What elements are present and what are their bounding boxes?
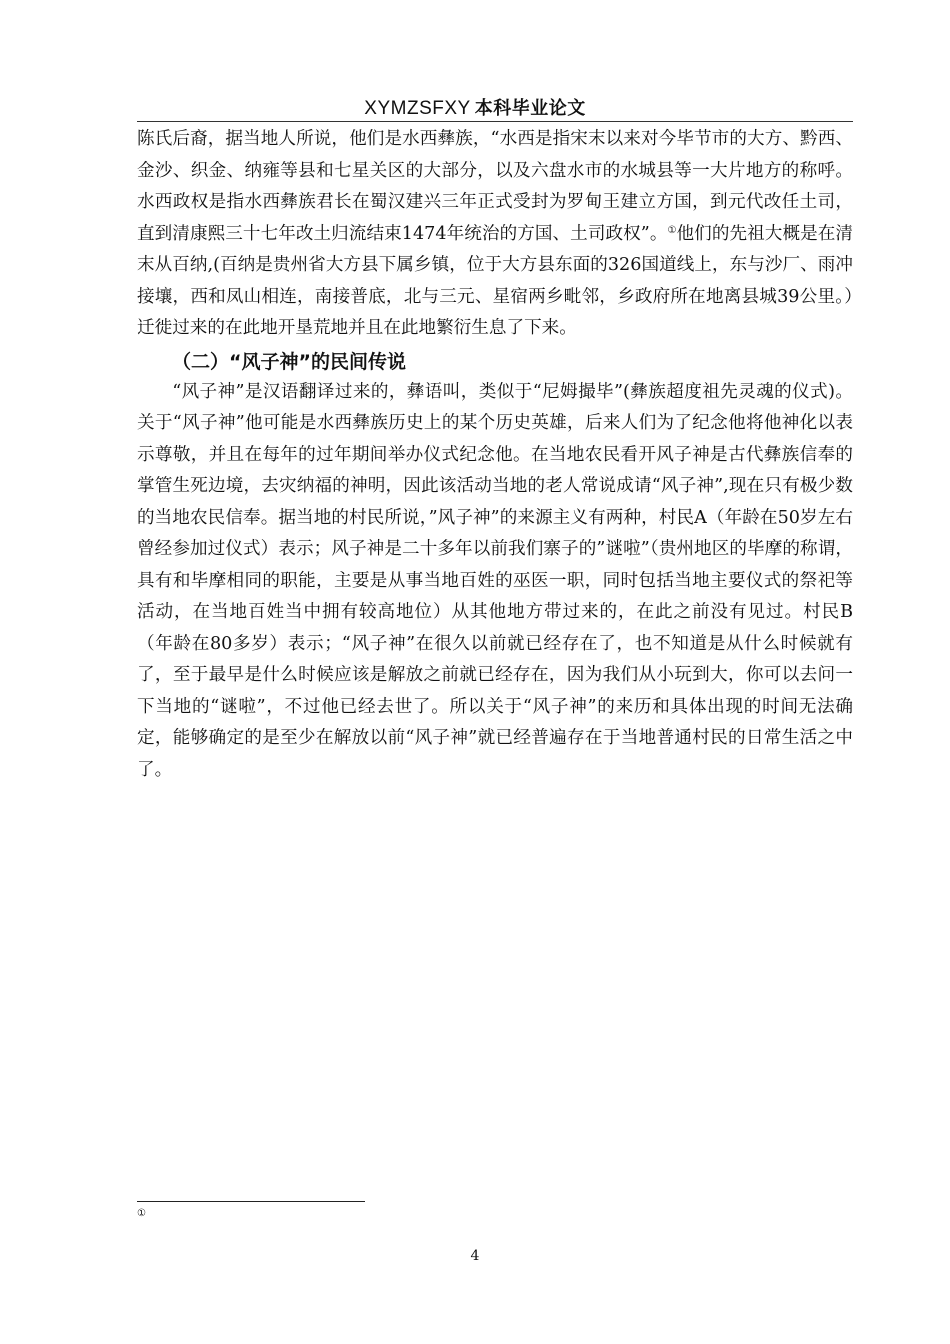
body-paragraph-2: “风子神”是汉语翻译过来的，彝语叫，类似于“尼姆撮毕”(彝族超度祖先灵魂的仪式)。关于“风子神”他可能是水西彝族历史上的某个历史英雄，后来人们为了纪念他将他神化以表示尊敬，并且在每年的过年期间举办仪式纪念他。在当地农民看开风子神是古代彝族信奉的掌管生死边境，去灾纳福的神明，因此该活动当地的老人常说成请“风子神”,现在只有极少数的当地农民信奉。据当地的村民所说，”风子神”的来源主义有两种，村民A（年龄在50岁左右曾经参加过仪式）表示；风子神是二十多年以前我们寨子的”谜啦”（贵州地区的毕摩的称谓，具有和毕摩相同的职能，主要是从事当地百姓的巫医一职，同时包括当地主要仪式的祭祀等活动，在当地百姓当中拥有较高地位）从其他地方带过来的，在此之前没有见过。村民B（年龄在80多岁）表示；“风子神”在很久以前就已经存在了，也不知道是从什么时候就有了，至于最早是什么时候应该是解放之前就已经存在，因为我们从小玩到大，你可以去问一下当地的“谜啦”，不过他已经去世了。所以关于“风子神”的来历和具体出现的时间无法确定，能够确定的是至少在解放以前“风子神”就已经普遍存在于当地普通村民的日常生活之中了。 (137, 381, 853, 780)
footnote-mark: ① (137, 1208, 146, 1219)
section-heading: （二）“风子神”的民间传说 (172, 350, 406, 373)
page-number: 4 (470, 1248, 480, 1264)
footnote-reference[interactable]: ① (667, 224, 677, 236)
paragraph-1-tail: 他们的先祖大概是在清末从百纳,(百纳是贵州省大方县下属乡镇，位于大方县东面的326国道线上，东与沙厂、雨冲接壤，西和凤山相连，南接普底，北与三元、星宿两乡毗邻，乡政府所在地离县城39公里。）迁徙过来的在此地开垦荒地并且在此地繁衍生息了下来。 (137, 223, 853, 338)
header-code: XYMZSFXY (364, 98, 471, 119)
header-rule (137, 121, 853, 122)
footnote-separator (137, 1201, 365, 1202)
page-header (0, 94, 950, 122)
body-paragraph-1 (137, 124, 853, 345)
page-body (137, 124, 853, 786)
paragraph-1-text: 陈氏后裔，据当地人所说，他们是水西彝族，“水西是指宋末以来对今毕节市的大方、黔西、金沙、织金、纳雍等县和七星关区的大部分，以及六盘水市的水城县等一大片地方的称呼。水西政权是指水西彝族君长在蜀汉建兴三年正式受封为罗甸王建立方国，到元代改任土司，直到清康熙三十七年改土归流结束1474年统治的方国、土司政权”。 (137, 129, 853, 244)
header-title: 本科毕业论文 (474, 98, 586, 119)
